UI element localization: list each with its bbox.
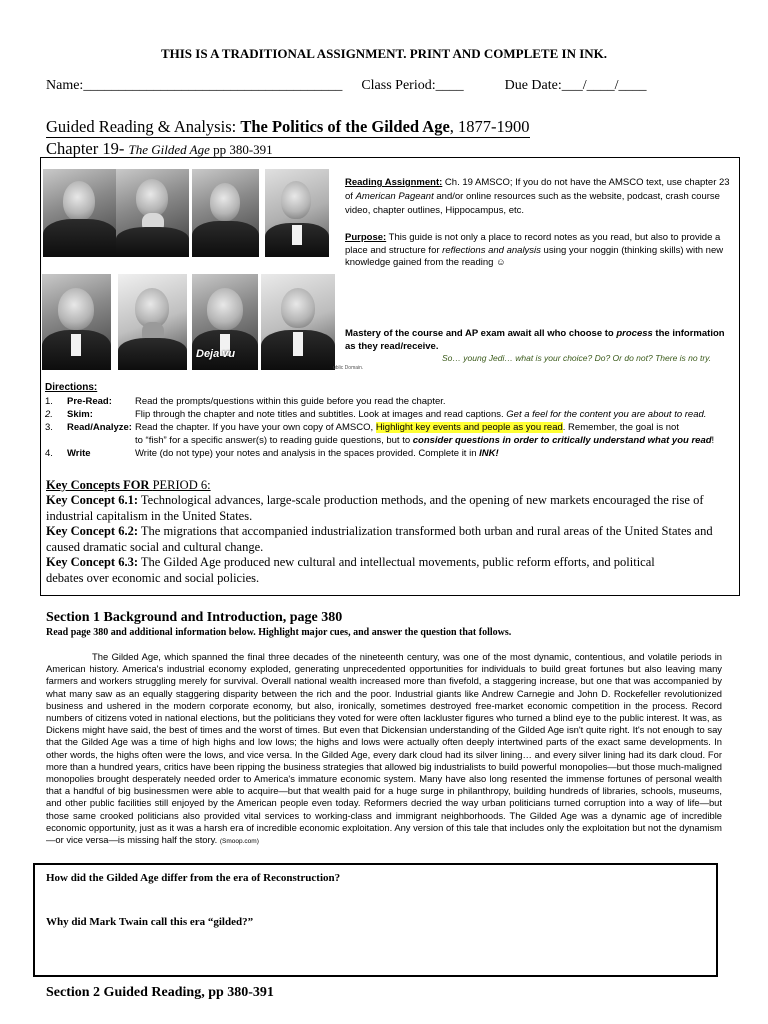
jedi-quote: So… young Jedi… what is your choice? Do? Or do not? There is no try. (442, 353, 712, 363)
name-field[interactable]: Name:_____________________________________ (46, 78, 343, 93)
image-credit: ublic Domain. (333, 365, 364, 371)
class-period-field[interactable]: Class Period:____ (361, 78, 464, 93)
name-row (46, 78, 647, 94)
title-years: , 1877-1900 (449, 117, 530, 136)
title-prefix: Guided Reading & Analysis: (46, 117, 241, 136)
section-2-title: Section 2 Guided Reading, pp 380-391 (46, 985, 274, 1000)
reading-assignment-label: Reading Assignment: (345, 177, 443, 188)
directions-title: Directions: (45, 382, 98, 393)
chapter-heading (46, 139, 273, 159)
portrait-grant (43, 169, 117, 257)
purpose-label: Purpose: (345, 232, 387, 243)
key-concept-6-3: Key Concept 6.3: The Gilded Age produced new cultural and intellectual movements, public reform efforts, and political debates over economic and social policies. (46, 555, 655, 585)
section-1-instructions: Read page 380 and additional information below. Highlight major cues, and answer the question that follows. (46, 627, 512, 638)
image-caption-deja-vu: Deja vu (196, 348, 236, 360)
question-1: How did the Gilded Age differ from the era of Reconstruction? (46, 872, 341, 884)
chapter-book: The Gilded Age (128, 142, 210, 157)
question-2: Why did Mark Twain call this era “gilded?” (46, 916, 254, 928)
portrait-mckinley (261, 274, 335, 370)
paragraph-source: (Smoop.com) (219, 838, 259, 846)
purpose: Purpose: This guide is not only a place to record notes as you read, but also to provide a place and structure for reflections and analysis using your noggin (thinking skills) with new knowledge gained from the reading ☺ (345, 232, 724, 268)
portrait-cleveland (42, 274, 111, 370)
highlighted-text: Highlight key events and people as you read (375, 422, 563, 433)
chapter-label: Chapter 19- (46, 139, 129, 158)
mastery-statement: Mastery of the course and AP exam await all who choose to process the information as they read/receive. (345, 328, 725, 352)
portrait-hayes (116, 169, 189, 257)
title-main: The Politics of the Gilded Age (240, 117, 450, 136)
portrait-harrison (118, 274, 187, 370)
assignment-header: THIS IS A TRADITIONAL ASSIGNMENT. PRINT AND COMPLETE IN INK. (160, 46, 608, 61)
due-date-field[interactable]: Due Date:___/____/____ (504, 78, 647, 93)
section-1-title: Section 1 Background and Introduction, page 380 (46, 610, 343, 625)
key-concept-6-2: Key Concept 6.2: The migrations that accompanied industrialization transformed both urban and rural areas of the United States and caused dramatic social and cultural change. (46, 524, 713, 554)
chapter-pages: pp 380-391 (209, 142, 273, 157)
reading-assignment: Reading Assignment: Ch. 19 AMSCO; If you do not have the AMSCO text, use chapter 23 of American Pageant and/or online resources such as the website, podcast, crash course video, chapter outlines, Hippocampus, etc. (345, 177, 730, 216)
portrait-arthur (265, 169, 329, 257)
key-concept-6-1: Key Concept 6.1: Technological advances, large-scale production methods, and the opening of new markets encouraged the rise of industrial capitalism in the United States. (46, 493, 704, 523)
page-title (46, 117, 530, 137)
key-concepts-title: Key Concepts FOR PERIOD 6: (46, 478, 211, 492)
section-1-paragraph: The Gilded Age, which spanned the final three decades of the nineteenth century, was one of the most dynamic, contentious, and volatile periods in American history. America's industrial economy exploded, generating unprecedented opportunities for individuals to build great fortunes but also leaving many farmers and workers struggling merely for survival. Overall national wealth increased more than fivefold, a staggering increase, but one that was accompanied by what many saw as an equally staggering disparity between the rich and the poor. Industrial giants like Andrew Carnegie and John D. Rockefeller revolutionized business and ushered in the modern corporate economy, but also, ironically, sometimes destroyed free-market economic competition in the process. Record numbers of citizens voted in national elections, but the politicians they voted for were often lackluster figures who turned a blind eye to the public interest. It was, as Dickens might have said, the best of times and the worst of times. But even that Dickensian understanding of the Gilded Age isn't quite right. It's not enough to say that the Gilded Age was a time of high highs and low lows; the highs and lows were actually often deeply intertwined parts of the exact same developments. In other words, the highs often were the lows, and vice versa. In the Gilded Age, every dark cloud had its silver lining… and every silver lining had its dark cloud. For more than a hundred years, critics have been ripping the business strategies that allowed big industrialists to build powerful monopolies—but those much-maligned monopolies brought desperately needed order to America's immature economic system. Many have also long resented the immense fortunes of personal wealth that a handful of big businessmen were able to acquire—but that wealth paid for a huge surge in philanthropy, building hundreds of libraries, schools, museums, and other public facilities still enjoyed by the American people even today. Reformers decried the way urban politicians turned corruption into a way of life—but those same crooked politicians also provided vital services to working-class and immigrant neighborhoods. The Gilded Age was a dynamic age of incredible economic opportunity, just as it was a harsh era of incredible economic exploitation. Any version of this tale that includes only the exploitation but not the dynamism—or vice versa—is missing half the story. (Smoop.com) (46, 651, 722, 846)
portrait-garfield (192, 169, 259, 257)
